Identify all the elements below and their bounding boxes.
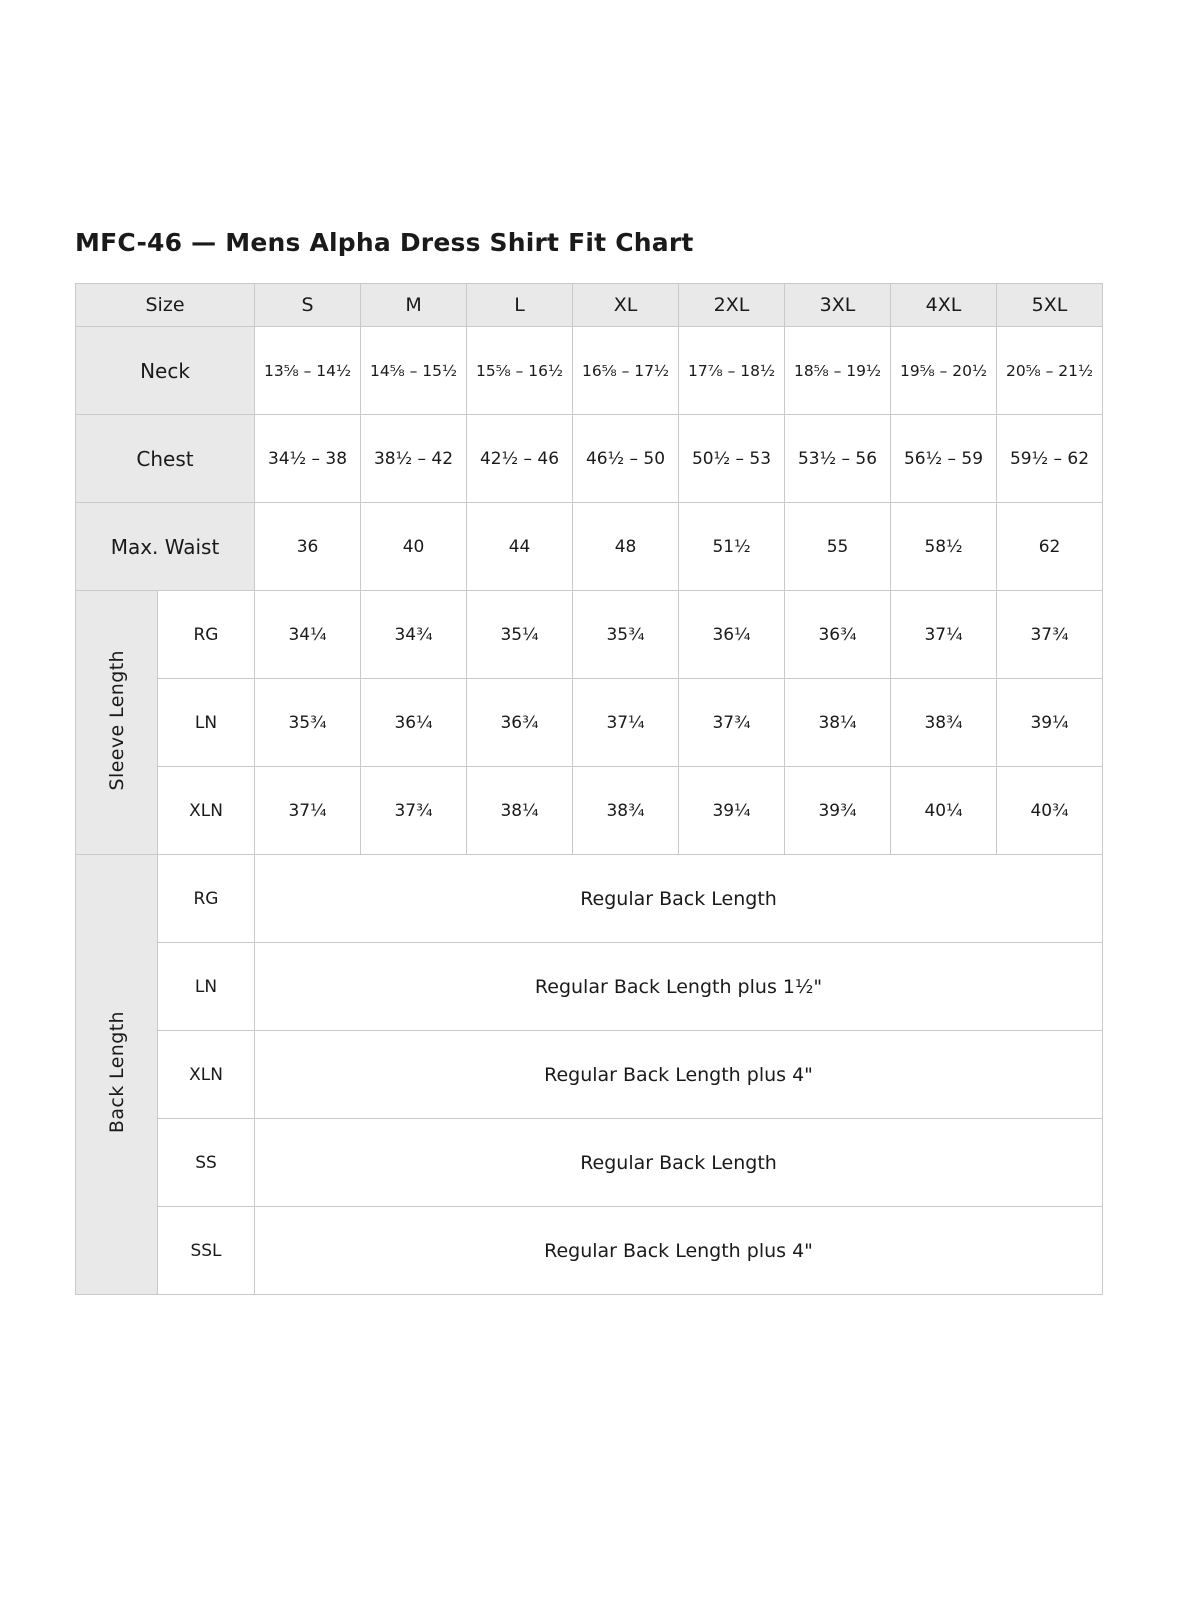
sleeve-ln-2xl: 37¾	[679, 679, 785, 767]
table-row	[76, 943, 1103, 1031]
sleeve-xln-5xl: 40¾	[997, 767, 1103, 855]
sleeve-ln-l: 36¾	[467, 679, 573, 767]
sleeve-row-label-ln: LN	[158, 679, 255, 767]
table-row	[76, 1031, 1103, 1119]
sleeve-ln-m: 36¼	[361, 679, 467, 767]
back-row-text-ssl: Regular Back Length plus 4"	[255, 1207, 1103, 1295]
row-label-max-waist: Max. Waist	[76, 503, 255, 591]
sleeve-rg-2xl: 36¼	[679, 591, 785, 679]
back-row-label-xln: XLN	[158, 1031, 255, 1119]
header-size-4xl: 4XL	[891, 284, 997, 327]
row-label-neck: Neck	[76, 327, 255, 415]
sleeve-xln-s: 37¼	[255, 767, 361, 855]
waist-5xl: 62	[997, 503, 1103, 591]
neck-4xl: 19⅝ – 20½	[891, 327, 997, 415]
sleeve-xln-xl: 38¾	[573, 767, 679, 855]
waist-xl: 48	[573, 503, 679, 591]
back-row-label-ss: SS	[158, 1119, 255, 1207]
table-row	[76, 1207, 1103, 1295]
sleeve-row-label-xln: XLN	[158, 767, 255, 855]
table-row	[76, 679, 1103, 767]
chest-l: 42½ – 46	[467, 415, 573, 503]
neck-5xl: 20⅝ – 21½	[997, 327, 1103, 415]
group-label-sleeve-length-text: Sleeve Length	[105, 649, 128, 791]
table-row	[76, 327, 1103, 415]
sleeve-rg-4xl: 37¼	[891, 591, 997, 679]
back-row-text-xln: Regular Back Length plus 4"	[255, 1031, 1103, 1119]
waist-4xl: 58½	[891, 503, 997, 591]
neck-m: 14⅝ – 15½	[361, 327, 467, 415]
back-row-label-ln: LN	[158, 943, 255, 1031]
waist-l: 44	[467, 503, 573, 591]
page-title: MFC-46 — Mens Alpha Dress Shirt Fit Chart	[75, 228, 694, 257]
table-row	[76, 591, 1103, 679]
sleeve-ln-4xl: 38¾	[891, 679, 997, 767]
sleeve-rg-5xl: 37¾	[997, 591, 1103, 679]
table-row	[76, 855, 1103, 943]
sleeve-row-label-rg: RG	[158, 591, 255, 679]
chest-s: 34½ – 38	[255, 415, 361, 503]
group-label-back-length	[76, 855, 158, 1295]
chest-3xl: 53½ – 56	[785, 415, 891, 503]
waist-2xl: 51½	[679, 503, 785, 591]
sleeve-xln-3xl: 39¾	[785, 767, 891, 855]
chest-5xl: 59½ – 62	[997, 415, 1103, 503]
sleeve-rg-3xl: 36¾	[785, 591, 891, 679]
sleeve-rg-s: 34¼	[255, 591, 361, 679]
sleeve-rg-l: 35¼	[467, 591, 573, 679]
chest-xl: 46½ – 50	[573, 415, 679, 503]
neck-xl: 16⅝ – 17½	[573, 327, 679, 415]
sleeve-rg-xl: 35¾	[573, 591, 679, 679]
table-row	[76, 415, 1103, 503]
sleeve-xln-2xl: 39¼	[679, 767, 785, 855]
neck-2xl: 17⅞ – 18½	[679, 327, 785, 415]
chest-m: 38½ – 42	[361, 415, 467, 503]
header-size-5xl: 5XL	[997, 284, 1103, 327]
neck-s: 13⅝ – 14½	[255, 327, 361, 415]
neck-l: 15⅝ – 16½	[467, 327, 573, 415]
chest-2xl: 50½ – 53	[679, 415, 785, 503]
back-row-text-ln: Regular Back Length plus 1½"	[255, 943, 1103, 1031]
header-size-label: Size	[76, 284, 255, 327]
table-row	[76, 503, 1103, 591]
table-row	[76, 1119, 1103, 1207]
back-row-text-rg: Regular Back Length	[255, 855, 1103, 943]
group-label-sleeve-length	[76, 591, 158, 855]
sleeve-ln-s: 35¾	[255, 679, 361, 767]
header-size-xl: XL	[573, 284, 679, 327]
table-header-row	[76, 284, 1103, 327]
header-size-3xl: 3XL	[785, 284, 891, 327]
size-chart-table	[75, 283, 1103, 1295]
group-label-back-length-text: Back Length	[105, 1010, 128, 1134]
waist-m: 40	[361, 503, 467, 591]
row-label-chest: Chest	[76, 415, 255, 503]
table-row	[76, 767, 1103, 855]
sleeve-xln-m: 37¾	[361, 767, 467, 855]
sleeve-xln-l: 38¼	[467, 767, 573, 855]
back-row-label-ssl: SSL	[158, 1207, 255, 1295]
header-size-m: M	[361, 284, 467, 327]
sleeve-xln-4xl: 40¼	[891, 767, 997, 855]
sleeve-ln-3xl: 38¼	[785, 679, 891, 767]
neck-3xl: 18⅝ – 19½	[785, 327, 891, 415]
fit-chart-page	[75, 228, 1102, 1295]
sleeve-ln-xl: 37¼	[573, 679, 679, 767]
sleeve-rg-m: 34¾	[361, 591, 467, 679]
header-size-2xl: 2XL	[679, 284, 785, 327]
header-size-l: L	[467, 284, 573, 327]
waist-3xl: 55	[785, 503, 891, 591]
header-size-s: S	[255, 284, 361, 327]
back-row-label-rg: RG	[158, 855, 255, 943]
sleeve-ln-5xl: 39¼	[997, 679, 1103, 767]
back-row-text-ss: Regular Back Length	[255, 1119, 1103, 1207]
chest-4xl: 56½ – 59	[891, 415, 997, 503]
waist-s: 36	[255, 503, 361, 591]
